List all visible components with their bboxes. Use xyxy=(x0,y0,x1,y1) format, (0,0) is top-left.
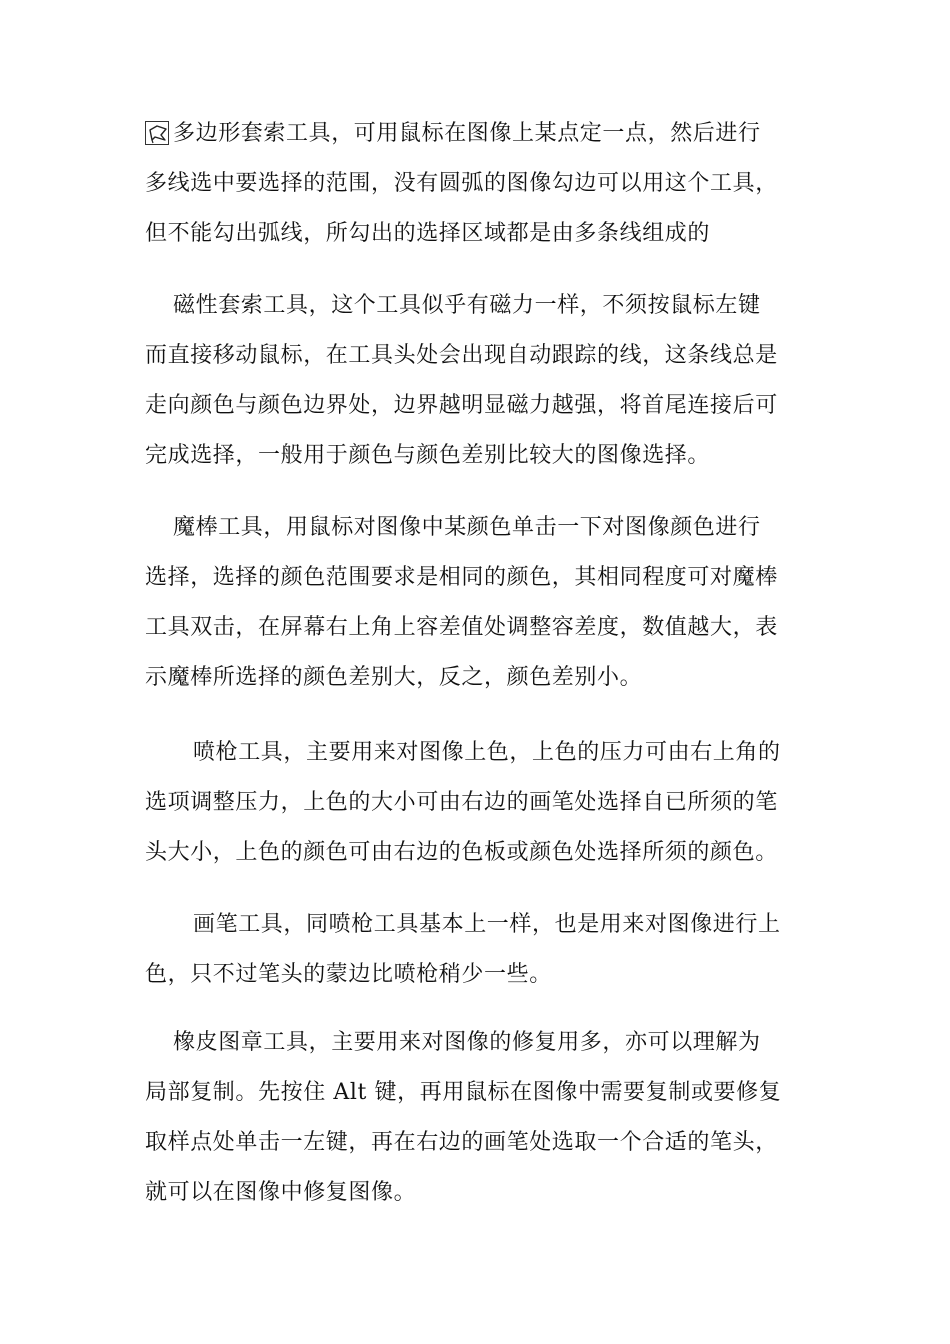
text-line: 局部复制。先按住 Alt 键，再用鼠标在图像中需要复制或要修复 xyxy=(145,1080,782,1105)
text-line-content: 多边形套索工具，可用鼠标在图像上某点定一点，然后进行 xyxy=(173,121,761,146)
text-line: 就可以在图像中修复图像。 xyxy=(145,1180,417,1205)
text-line: 头大小，上色的颜色可由右边的色板或颜色处选择所须的颜色。 xyxy=(145,840,778,865)
text-line-content: 画笔工具，同喷枪工具基本上一样，也是用来对图像进行上 xyxy=(193,912,781,937)
text-line xyxy=(145,109,815,159)
text-line xyxy=(145,1018,815,1068)
text-line: 完成选择，一般用于颜色与颜色差别比较大的图像选择。 xyxy=(145,443,711,468)
text-line: 取样点处单击一左键，再在右边的画笔处选取一个合适的笔头， xyxy=(145,1130,778,1155)
text-line xyxy=(145,281,815,331)
paragraph-brush xyxy=(145,900,815,1000)
text-line: 多线选中要选择的范围，没有圆弧的图像勾边可以用这个工具， xyxy=(145,171,778,196)
paragraph-polygon-lasso xyxy=(145,109,815,259)
paragraph-magic-wand xyxy=(145,503,815,703)
paragraph-airbrush xyxy=(145,728,815,878)
text-line: 走向颜色与颜色边界处，边界越明显磁力越强，将首尾连接后可 xyxy=(145,393,778,418)
text-line xyxy=(145,900,815,950)
paragraph-rubber-stamp xyxy=(145,1018,815,1218)
polygon-lasso-icon xyxy=(145,121,169,145)
text-line-content: 喷枪工具，主要用来对图像上色，上色的压力可由右上角的 xyxy=(193,740,781,765)
paragraph-magnetic-lasso xyxy=(145,281,815,481)
text-line: 但不能勾出弧线，所勾出的选择区域都是由多条线组成的 xyxy=(145,221,711,246)
text-line xyxy=(145,728,815,778)
text-line xyxy=(145,503,815,553)
text-line: 色，只不过笔头的蒙边比喷枪稍少一些。 xyxy=(145,962,552,987)
text-line: 工具双击，在屏幕右上角上容差值处调整容差度，数值越大，表 xyxy=(145,615,778,640)
text-line-content: 魔棒工具，用鼠标对图像中某颜色单击一下对图像颜色进行 xyxy=(173,515,761,540)
text-line: 选项调整压力，上色的大小可由右边的画笔处选择自已所须的笔 xyxy=(145,790,778,815)
text-line-content: 磁性套索工具，这个工具似乎有磁力一样，不须按鼠标左键 xyxy=(173,293,761,318)
text-line: 示魔棒所选择的颜色差别大，反之，颜色差别小。 xyxy=(145,665,643,690)
text-line: 选择，选择的颜色范围要求是相同的颜色，其相同程度可对魔棒 xyxy=(145,565,778,590)
text-line: 而直接移动鼠标，在工具头处会出现自动跟踪的线，这条线总是 xyxy=(145,343,778,368)
text-line-content: 橡皮图章工具，主要用来对图像的修复用多，亦可以理解为 xyxy=(173,1030,761,1055)
